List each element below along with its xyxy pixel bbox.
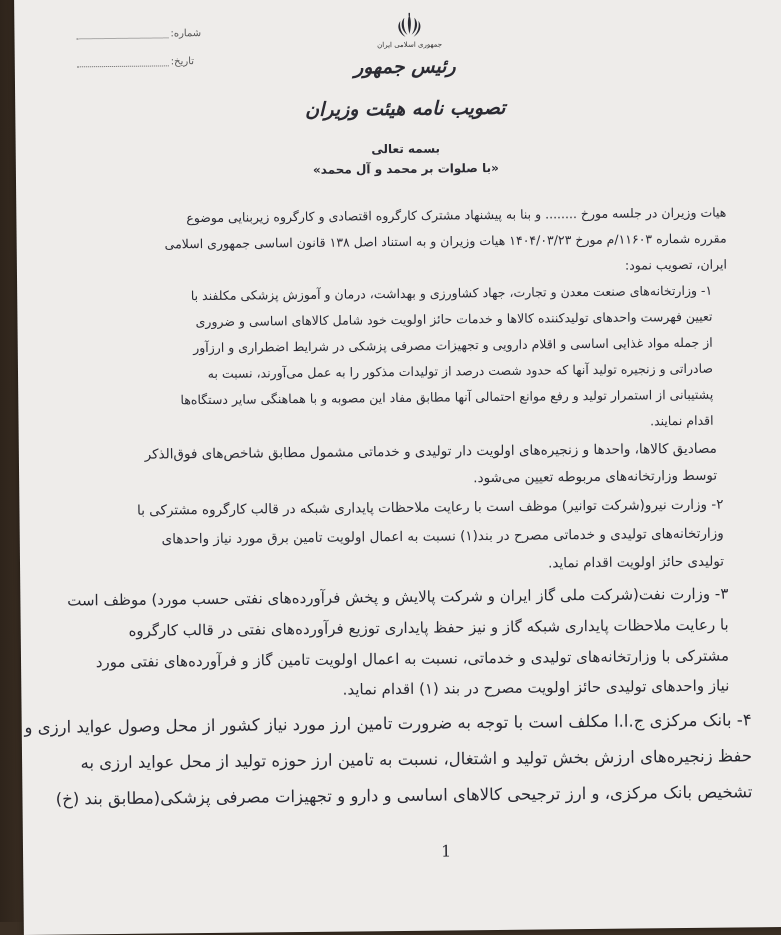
body-line: ۴- بانک مرکزی ج.ا.ا مکلف است با توجه به ضرورت تامین ارز مورد نیاز کشور از محل وصول عواید ارزی و [24, 710, 752, 737]
body-line: مشترکی با وزارتخانه‌های تولیدی و خدماتی، نسبت به اعمال اولویت تامین گاز و فرآورده‌های نفتی مورد [95, 646, 730, 672]
number-field [76, 28, 201, 40]
body-line: تشخیص بانک مرکزی، و ارز ترجیحی کالاهای اساسی و دارو و تجهیزات مصرفی پزشکی(مطابق بند (خ) [55, 782, 753, 809]
body-line: وزارتخانه‌های تولیدی و خدماتی مصرح در بند(۱) نسبت به اعمال اولویت تامین برق مورد نیاز واحدهای [161, 525, 724, 548]
document-title: تصویب نامه هیئت وزیران [305, 96, 506, 121]
body-line: توسط وزارتخانه‌های مربوطه تعیین می‌شود. [473, 467, 718, 487]
page-number: 1 [440, 841, 452, 861]
document-page [14, 0, 781, 935]
body-line: حفظ زنجیره‌های ارزش بخش تولید و اشتغال، نسبت به تامین ارز حوزه تولید از محل عواید ارزی به [80, 746, 753, 773]
emblem [377, 12, 443, 57]
body-line: ۳- وزارت نفت(شرکت ملی گاز ایران و شرکت پالایش و پخش فرآورده‌های نفتی حسب مورد) موظف است [67, 584, 729, 610]
number-blank [76, 29, 168, 39]
emblem-caption: جمهوری اسلامی ایران [377, 40, 443, 50]
body-line: مقرره شماره ۱۱۶۰۳/م مورخ ۱۴۰۴/۰۳/۲۳ هیات وزیران و به استناد اصل ۱۳۸ قانون اساسی جمهوری اسلامی [164, 230, 727, 252]
body-line: ۱- وزارتخانه‌های صنعت معدن و تجارت، جهاد کشاورزی و بهداشت، درمان و آموزش پزشکی مکلفند با [190, 282, 713, 304]
body-line: از جمله مواد غذایی اساسی و اقلام دارویی و تجهیزات مصرفی پزشکی در شرایط اضطراری و ارزآور [193, 334, 713, 356]
office-title: رئیس جمهور [353, 55, 456, 79]
body-line: هیات وزیران در جلسه مورخ ........ و بنا به پیشنهاد مشترک کارگروه اقتصادی و کارگروه زیربنایی موضوع [186, 204, 727, 226]
number-label: شماره: [170, 28, 202, 40]
body-line: ایران، تصویب نمود: [624, 256, 727, 273]
date-label: تاریخ: [170, 56, 195, 68]
salavat-line: «با صلوات بر محمد و آل محمد» [312, 160, 499, 177]
iran-emblem-icon [394, 12, 424, 40]
body-line: پشتیبانی از استمرار تولید و رفع موانع احتمالی آنها مطابق مفاد این مصوبه و با هماهنگی سایر دستگاه‌ها [180, 386, 714, 408]
body-line: مصادیق کالاها، واحدها و زنجیره‌های اولویت دار تولیدی و خدماتی مشمول مطابق شاخص‌های فوق‌الذکر [144, 440, 717, 463]
body-line: صادراتی و زنجیره تولید آنها که حدود شصت درصد از تولیدات مذکور را به عمل می‌آورند، نسبت به [207, 360, 714, 381]
body-line: با رعایت ملاحظات پایداری شبکه گاز و نیز حفظ پایداری توزیع فرآورده‌های نفتی در قالب کارگروه [128, 615, 729, 640]
body-line: تعیین فهرست واحدهای تولیدکننده کالاها و خدمات حائز اولویت خود شامل کالاهای اساسی و ضروری [195, 308, 713, 330]
body-line: نیاز واحدهای تولیدی حائز اولویت مصرح در بند (۱) اقدام نماید. [342, 676, 730, 699]
invocation: بسمه تعالی [371, 141, 441, 157]
body-line: ۲- وزارت نیرو(شرکت توانیر) موظف است با رعایت ملاحظات پایداری شبکه در قالب کارگروه مشترکی با [137, 496, 724, 519]
body-line: اقدام نمایند. [649, 412, 714, 429]
body-line: تولیدی حائز اولویت اقدام نماید. [547, 553, 725, 572]
